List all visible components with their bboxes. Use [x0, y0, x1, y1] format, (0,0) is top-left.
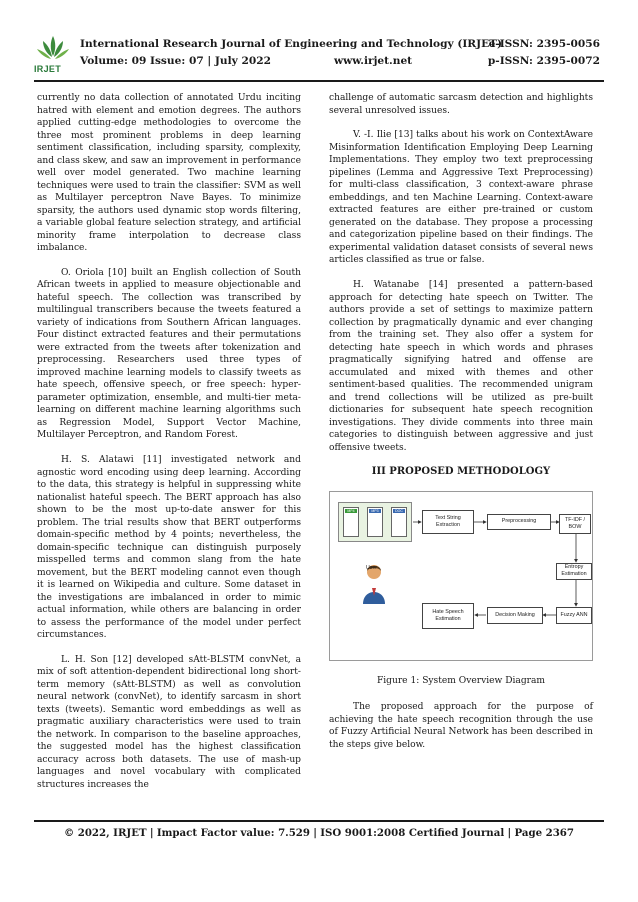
paragraph: O. Oriola [10] built an English collection of South African tweets in applied to measure objectionable and hateful speech. The collection was transcribed by multilingual transcribers because the tweets featured a variety of indications from Southern African languages. Four distinct extracted features and their permutations were extracted from the tweets after tokenization and preprocessing. Researchers used three types of improved machine learning models to classify tweets as hate speech, offensive speech, or free speech: hyper-parameter optimization, ensemble, and multi-tier meta-learning on different machine learning algorithms such as Regression Model, Support Vector Machine, Multilayer Perceptron, and Random Forest.: [37, 267, 301, 441]
system-overview-diagram: [329, 491, 593, 661]
footer-separator: |: [313, 827, 317, 839]
paragraph: H. S. Alatawi [11] investigated network and agnostic word encoding using deep learning. According to the data, this strategy is helpful in suppressing white nationalist hateful speech. The BERT approach has also shown to be the most up-to-date answer for this problem. The trial results show that BERT outperforms domain-specific method by 4 points; nevertheless, the domain-specific technique can distinguish purposely misspelled terms and common slang from the hate movement, but the BERT modeling cannot even though it is learned on Wikipedia and culture. Some dataset in the investigations are imbalanced in order to mimic actual information, while others are balancing in order to assess the performance of the model under perfect circumstances.: [37, 455, 301, 641]
footer-separator: |: [149, 827, 154, 839]
fuzzy-ann-box: Fuzzy ANN: [556, 607, 592, 624]
volume-issue: Volume: 09 Issue: 07 | July 2022: [80, 55, 271, 67]
user-label: User: [366, 564, 377, 571]
entropy-estimation-box: Entropy Estimation: [556, 563, 592, 580]
footer-separator: |: [507, 827, 512, 839]
pissn: p-ISSN: 2395-0072: [487, 55, 600, 67]
paragraph: currently no data collection of annotated Urdu inciting hatred with element and emotion degrees. The authors applied cutting-edge methodologies to overcome the three most prominent problems in deep learning sentiment classification, including sparsity, complexity, and class skew, and saw an improvement in performance well over model generated. Two machine learning techniques were used to train the classifier: SVM as well as Multilayer perceptron Nave Bayes. To minimize sparsity, the authors used dynamic stop words filtering, a variable global feature selection strategy, and artificial minority frame interpolation to decrease class imbalance.: [37, 93, 301, 253]
hate-speech-estimation-box: Hate Speech Estimation: [422, 603, 474, 629]
mp3-file-icon: MP3: [367, 507, 383, 537]
footer-page-number: Page 2367: [514, 827, 574, 839]
left-column: [37, 92, 301, 804]
right-column: [329, 92, 593, 764]
footer-iso: ISO 9001:2008 Certified Journal: [320, 827, 505, 839]
journal-title: International Research Journal of Engineering and Technology (IRJET): [80, 38, 503, 50]
journal-website-link[interactable]: www.irjet.net: [334, 55, 413, 67]
journal-header: [34, 32, 604, 80]
header-divider: [34, 80, 604, 82]
paragraph: The proposed approach for the purpose of achieving the hate speech recognition through the use of Fuzzy Artificial Neural Network has been described in the steps give below.: [329, 702, 593, 750]
text-string-extraction-box: Text String Extraction: [422, 510, 474, 534]
preprocessing-box: Preprocessing: [487, 514, 551, 530]
footer-divider: [34, 820, 604, 822]
decision-making-box: Decision Making: [487, 607, 543, 624]
footer-copyright: © 2022, IRJET: [64, 827, 147, 839]
paragraph: V. -I. Ilie [13] talks about his work on ContextAware Misinformation Identification Employing Deep Learning Implementations. They employ two text preprocessing pipelines (Lemma and Aggressive Text Preprocessing) for multi-class classification, 3 context-aware phrase embeddings, and ten Machine Learning. Context-aware extracted features are either pre-trained or custom generated on the database. They propose a processing and categorization pipeline based on their findings. The experimental validation dataset consists of several news articles classified as true or false.: [329, 130, 593, 266]
logo-text: IRJET: [34, 64, 62, 74]
eissn: e-ISSN: 2395-0056: [488, 38, 600, 50]
section-heading: III PROPOSED METHODOLOGY: [371, 466, 551, 478]
figure-caption: Figure 1: System Overview Diagram: [376, 675, 546, 686]
footer-impact-factor: Impact Factor value: 7.529: [156, 827, 310, 839]
input-media-panel: [338, 502, 412, 542]
page-footer: [34, 827, 604, 839]
doc-file-icon: DOC: [391, 507, 407, 537]
paragraph: L. H. Son [12] developed sAtt-BLSTM convNet, a mix of soft attention-dependent bidirectional long short-term memory (sAtt-BLSTM) as well as convolution neural network (convNet), to identify sarcasm in short texts (tweets). Semantic word embeddings as well as pragmatic auxiliary characteristics were used to train the network. In comparison to the baseline approaches, the suggested model has the highest classification accuracy across both datasets. The use of mash-up languages and novel vocabulary with complicated structures increases the: [37, 654, 301, 790]
paragraph: challenge of automatic sarcasm detection and highlights several unresolved issues.: [329, 93, 593, 116]
tfidf-bow-box: TF-IDF / BOW: [559, 514, 591, 534]
mp4-file-icon: MP4: [343, 507, 359, 537]
paragraph: H. Watanabe [14] presented a pattern-based approach for detecting hate speech on Twitter. The authors provide a set of settings to maximize pattern collection by pragmatically dynamic and ever changing from the training set. They also offer a system for detecting hate speech in which words and phrases pragmatically signifying hatred and offense are accumulated and mixed with themes and other sentiment-based qualities. The recommended unigram and trend collections will be utilized as pre-built dictionaries for subsequent hate speech recognition investigations. They divide comments into three main categories to distinguish between aggressive and just offensive tweets.: [329, 280, 593, 453]
